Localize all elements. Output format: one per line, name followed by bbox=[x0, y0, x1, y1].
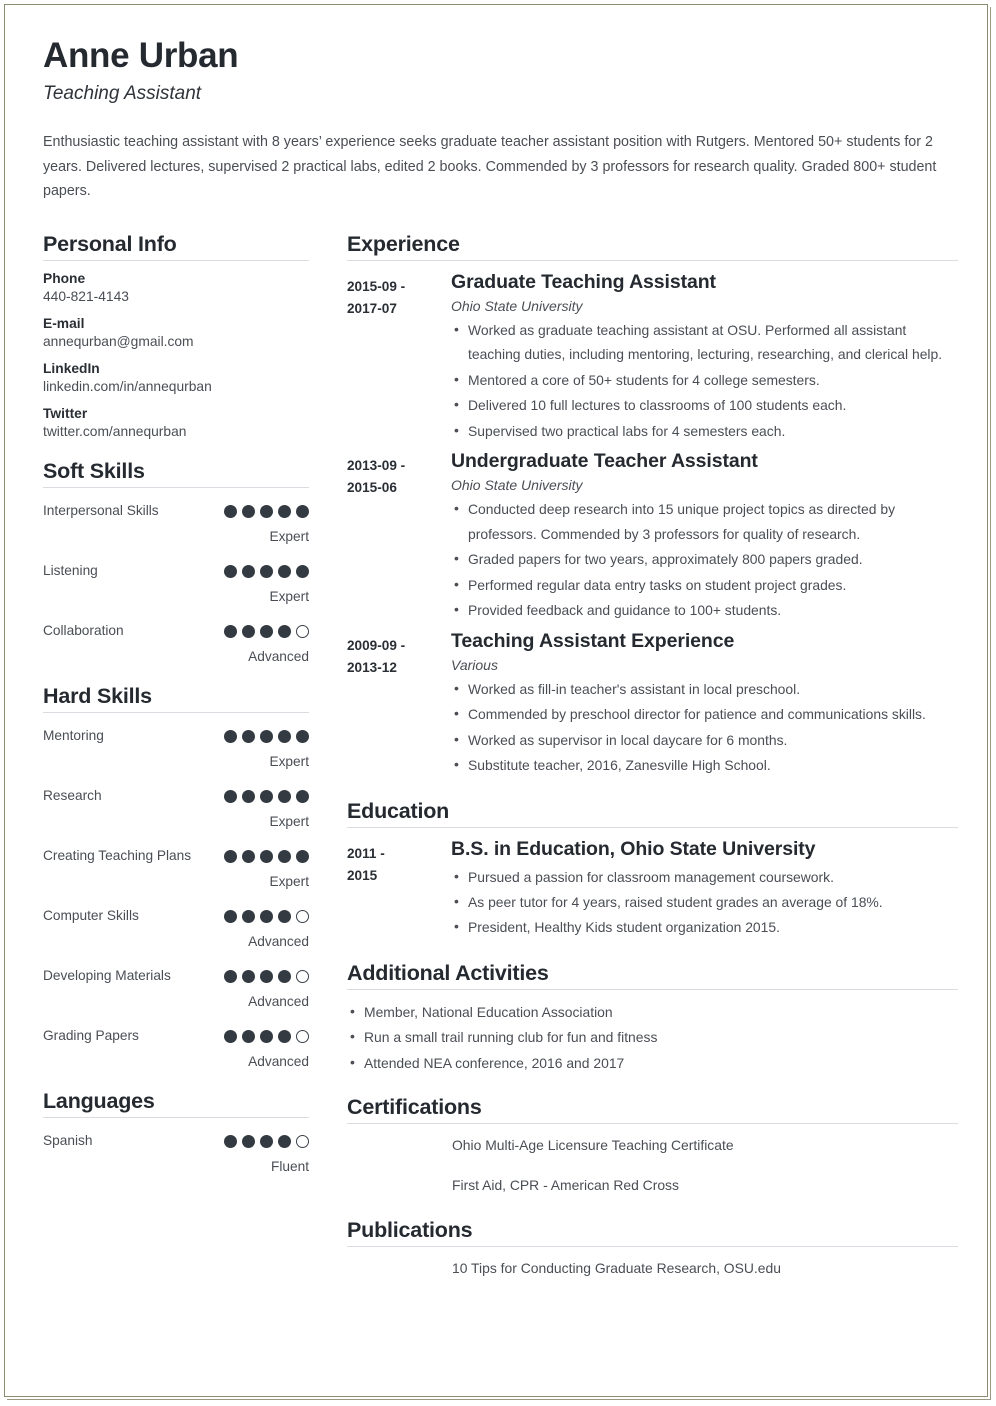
right-column bbox=[347, 232, 958, 1280]
list-item: Ohio Multi-Age Licensure Teaching Certificate bbox=[452, 1137, 734, 1154]
skill-level-label: Advanced bbox=[248, 933, 309, 949]
skill-row bbox=[43, 903, 309, 931]
entry-date-range: 2015-09 - 2017-07 bbox=[347, 278, 406, 316]
personal-info-item bbox=[43, 406, 309, 439]
skill-level-label: Expert bbox=[269, 813, 309, 829]
rating-dot-filled bbox=[278, 1030, 291, 1043]
entry-title: Undergraduate Teacher Assistant bbox=[451, 450, 758, 473]
rating-dot-filled bbox=[242, 730, 255, 743]
rating-dot-filled bbox=[224, 565, 237, 578]
resume-sheet bbox=[6, 6, 986, 1395]
personal-info-label: Phone bbox=[43, 270, 86, 286]
rating-dot-filled bbox=[242, 1135, 255, 1148]
rating-dot-empty bbox=[296, 625, 309, 638]
rating-dot-filled bbox=[242, 1030, 255, 1043]
rating-dot-filled bbox=[224, 790, 237, 803]
hard-skills-list bbox=[43, 723, 309, 1069]
entry-bullet: • Worked as graduate teaching assistant at OSU. Performed all assistant teaching duties, including mentoring, lecturing, researching, and clerical help. bbox=[451, 318, 958, 367]
list-item: • Member, National Education Association bbox=[347, 1000, 958, 1024]
entry-bullet: • Graded papers for two years, approximately 800 papers graded. bbox=[451, 547, 958, 571]
personal-info-value[interactable]: linkedin.com/in/annequrban bbox=[43, 378, 212, 394]
section-rule bbox=[347, 827, 958, 828]
skill-row bbox=[43, 1023, 309, 1051]
section-rule bbox=[347, 989, 958, 990]
entry-bullet-list bbox=[451, 677, 958, 778]
rating-dot-filled bbox=[296, 850, 309, 863]
rating-dot-filled bbox=[224, 625, 237, 638]
rating-dot-filled bbox=[296, 565, 309, 578]
list-item: • Attended NEA conference, 2016 and 2017 bbox=[347, 1051, 958, 1075]
section-education bbox=[347, 799, 958, 941]
skill-name: Computer Skills bbox=[43, 907, 139, 923]
rating-dot-filled bbox=[278, 910, 291, 923]
entry-date-range: 2013-09 - 2015-06 bbox=[347, 458, 406, 496]
section-rule bbox=[347, 1246, 958, 1247]
section-title-publications: Publications bbox=[347, 1217, 473, 1242]
rating-dot-filled bbox=[260, 1135, 273, 1148]
skill-row bbox=[43, 618, 309, 646]
skill-row bbox=[43, 498, 309, 526]
section-publications bbox=[347, 1218, 958, 1281]
entry-bullet-list bbox=[451, 318, 958, 443]
rating-dot-empty bbox=[296, 1030, 309, 1043]
entry-organization: Ohio State University bbox=[451, 477, 583, 494]
languages-list bbox=[43, 1128, 309, 1174]
personal-info-value[interactable]: twitter.com/annequrban bbox=[43, 423, 187, 439]
resume-header bbox=[6, 6, 986, 204]
rating-dot-filled bbox=[224, 505, 237, 518]
candidate-name: Anne Urban bbox=[43, 36, 239, 75]
entry-bullet: • As peer tutor for 4 years, raised student grades an average of 18%. bbox=[451, 890, 958, 914]
skill-name: Collaboration bbox=[43, 622, 124, 638]
rating-dot-filled bbox=[260, 565, 273, 578]
rating-dot-filled bbox=[278, 505, 291, 518]
section-hard-skills bbox=[43, 684, 309, 1069]
rating-dot-filled bbox=[278, 850, 291, 863]
rating-dot-filled bbox=[242, 970, 255, 983]
list-item: • Run a small trail running club for fun and fitness bbox=[347, 1025, 958, 1049]
rating-dot-empty bbox=[296, 1135, 309, 1148]
skill-row bbox=[43, 963, 309, 991]
rating-dot-filled bbox=[278, 970, 291, 983]
section-languages bbox=[43, 1089, 309, 1174]
professional-summary: Enthusiastic teaching assistant with 8 years’ experience seeks graduate teacher assistant position with Rutgers. Mentored 50+ students for 2 years. Delivered lectures, supervised 2 practical labs, edited 2 books. Commended by 3 professors for research quality. Graded 800+ student papers. bbox=[43, 134, 937, 200]
rating-dot-filled bbox=[224, 910, 237, 923]
skill-name: Mentoring bbox=[43, 727, 104, 743]
rating-dot-filled bbox=[296, 730, 309, 743]
rating-dot-empty bbox=[296, 970, 309, 983]
section-rule bbox=[43, 487, 309, 488]
entry-bullet: • Delivered 10 full lectures to classrooms of 100 students each. bbox=[451, 393, 958, 417]
skill-rating-dots bbox=[224, 1023, 309, 1043]
skill-level-label: Expert bbox=[269, 588, 309, 604]
entry-content bbox=[451, 838, 958, 941]
rating-dot-filled bbox=[242, 565, 255, 578]
entry-bullet: • Supervised two practical labs for 4 semesters each. bbox=[451, 419, 958, 443]
section-title-personal-info: Personal Info bbox=[43, 231, 177, 256]
skill-rating-dots bbox=[224, 558, 309, 578]
skill-name: Research bbox=[43, 787, 102, 803]
rating-dot-filled bbox=[224, 970, 237, 983]
personal-info-item bbox=[43, 361, 309, 394]
skill-name: Grading Papers bbox=[43, 1027, 139, 1043]
entry-bullet: • Performed regular data entry tasks on student project grades. bbox=[451, 573, 958, 597]
skill-row bbox=[43, 843, 309, 871]
section-rule bbox=[347, 1123, 958, 1124]
rating-dot-filled bbox=[242, 505, 255, 518]
rating-dot-filled bbox=[242, 910, 255, 923]
soft-skills-list bbox=[43, 498, 309, 664]
rating-dot-filled bbox=[260, 1030, 273, 1043]
skill-rating-dots bbox=[224, 783, 309, 803]
entry-bullet: • Substitute teacher, 2016, Zanesville High School. bbox=[451, 753, 958, 777]
rating-dot-filled bbox=[224, 1135, 237, 1148]
rating-dot-filled bbox=[242, 850, 255, 863]
skill-row bbox=[43, 783, 309, 811]
section-experience bbox=[347, 232, 958, 779]
entry-bullet-list bbox=[451, 497, 958, 622]
resume-entry bbox=[347, 838, 958, 941]
skill-rating-dots bbox=[224, 963, 309, 983]
rating-dot-filled bbox=[278, 565, 291, 578]
section-additional-activities bbox=[347, 961, 958, 1075]
entry-bullet: • Commended by preschool director for patience and communications skills. bbox=[451, 702, 958, 726]
education-entries bbox=[347, 838, 958, 941]
section-rule bbox=[347, 260, 958, 261]
section-title-education: Education bbox=[347, 798, 450, 823]
skill-row bbox=[43, 1128, 309, 1156]
skill-row bbox=[43, 723, 309, 751]
section-certifications bbox=[347, 1095, 958, 1197]
resume-body bbox=[6, 232, 986, 1280]
skill-level-label: Expert bbox=[269, 873, 309, 889]
skill-level-label: Fluent bbox=[270, 1158, 309, 1174]
section-title-experience: Experience bbox=[347, 231, 460, 256]
skill-level-label: Advanced bbox=[248, 648, 309, 664]
entry-bullet: • Mentored a core of 50+ students for 4 college semesters. bbox=[451, 368, 958, 392]
rating-dot-filled bbox=[278, 1135, 291, 1148]
rating-dot-filled bbox=[260, 505, 273, 518]
entry-title: Teaching Assistant Experience bbox=[451, 629, 735, 652]
resume-entry bbox=[347, 271, 958, 444]
experience-entries bbox=[347, 271, 958, 779]
personal-info-item bbox=[43, 271, 309, 304]
rating-dot-filled bbox=[278, 790, 291, 803]
section-personal-info bbox=[43, 232, 309, 439]
section-rule bbox=[43, 260, 309, 261]
section-soft-skills bbox=[43, 459, 309, 664]
section-title-additional-activities: Additional Activities bbox=[347, 960, 549, 985]
candidate-job-title: Teaching Assistant bbox=[43, 83, 202, 105]
resume-entry bbox=[347, 450, 958, 623]
skill-rating-dots bbox=[224, 498, 309, 518]
skill-level-label: Expert bbox=[269, 753, 309, 769]
section-rule bbox=[43, 712, 309, 713]
skill-level-label: Advanced bbox=[248, 1053, 309, 1069]
entry-title: Graduate Teaching Assistant bbox=[451, 270, 716, 293]
entry-bullet: • Conducted deep research into 15 unique project topics as directed by professors. Commended by 3 professors for quality of research. bbox=[451, 497, 958, 546]
skill-rating-dots bbox=[224, 843, 309, 863]
rating-dot-filled bbox=[242, 790, 255, 803]
list-item: First Aid, CPR - American Red Cross bbox=[452, 1177, 679, 1193]
rating-dot-filled bbox=[296, 505, 309, 518]
rating-dot-filled bbox=[260, 970, 273, 983]
entry-bullet: • Pursued a passion for classroom management coursework. bbox=[451, 865, 958, 889]
rating-dot-filled bbox=[224, 730, 237, 743]
entry-bullet: • Worked as supervisor in local daycare for 6 months. bbox=[451, 728, 958, 752]
certifications-list bbox=[347, 1134, 958, 1197]
additional-activities-list bbox=[347, 1000, 958, 1075]
entry-bullet: • Provided feedback and guidance to 100+ students. bbox=[451, 598, 958, 622]
skill-name: Listening bbox=[43, 562, 98, 578]
rating-dot-filled bbox=[260, 790, 273, 803]
skill-name: Spanish bbox=[43, 1132, 93, 1148]
rating-dot-filled bbox=[296, 790, 309, 803]
skill-rating-dots bbox=[224, 1128, 309, 1148]
personal-info-label: LinkedIn bbox=[43, 360, 100, 376]
entry-bullet-list bbox=[451, 865, 958, 940]
rating-dot-filled bbox=[260, 625, 273, 638]
personal-info-list bbox=[43, 271, 309, 439]
entry-organization: Ohio State University bbox=[451, 297, 583, 314]
entry-content bbox=[451, 450, 958, 623]
personal-info-value[interactable]: 440-821-4143 bbox=[43, 288, 129, 304]
skill-level-label: Expert bbox=[269, 528, 309, 544]
list-item: 10 Tips for Conducting Graduate Research, OSU.edu bbox=[452, 1259, 781, 1276]
skill-level-label: Advanced bbox=[248, 993, 309, 1009]
personal-info-item bbox=[43, 316, 309, 349]
rating-dot-empty bbox=[296, 910, 309, 923]
entry-content bbox=[451, 271, 958, 444]
skill-name: Creating Teaching Plans bbox=[43, 847, 192, 863]
left-column bbox=[43, 232, 309, 1188]
entry-date-range: 2009-09 - 2013-12 bbox=[347, 637, 406, 675]
personal-info-label: E-mail bbox=[43, 315, 85, 331]
resume-entry bbox=[347, 630, 958, 779]
rating-dot-filled bbox=[224, 850, 237, 863]
publications-list bbox=[347, 1257, 958, 1281]
rating-dot-filled bbox=[260, 910, 273, 923]
section-title-soft-skills: Soft Skills bbox=[43, 458, 145, 483]
rating-dot-filled bbox=[242, 625, 255, 638]
rating-dot-filled bbox=[278, 730, 291, 743]
personal-info-value[interactable]: annequrban@gmail.com bbox=[43, 333, 194, 349]
entry-bullet: • Worked as fill-in teacher's assistant in local preschool. bbox=[451, 677, 958, 701]
entry-title: B.S. in Education, Ohio State University bbox=[451, 837, 816, 860]
section-title-certifications: Certifications bbox=[347, 1095, 482, 1120]
rating-dot-filled bbox=[260, 730, 273, 743]
skill-name: Developing Materials bbox=[43, 967, 171, 983]
skill-rating-dots bbox=[224, 618, 309, 638]
section-title-languages: Languages bbox=[43, 1088, 155, 1113]
entry-organization: Various bbox=[451, 656, 498, 673]
skill-row bbox=[43, 558, 309, 586]
section-title-hard-skills: Hard Skills bbox=[43, 683, 152, 708]
rating-dot-filled bbox=[260, 850, 273, 863]
entry-date-range: 2011 - 2015 bbox=[347, 845, 385, 883]
rating-dot-filled bbox=[278, 625, 291, 638]
entry-content bbox=[451, 630, 958, 779]
skill-rating-dots bbox=[224, 723, 309, 743]
rating-dot-filled bbox=[224, 1030, 237, 1043]
skill-name: Interpersonal Skills bbox=[43, 502, 159, 518]
section-rule bbox=[43, 1117, 309, 1118]
personal-info-label: Twitter bbox=[43, 405, 88, 421]
entry-bullet: • President, Healthy Kids student organization 2015. bbox=[451, 915, 958, 939]
skill-rating-dots bbox=[224, 903, 309, 923]
